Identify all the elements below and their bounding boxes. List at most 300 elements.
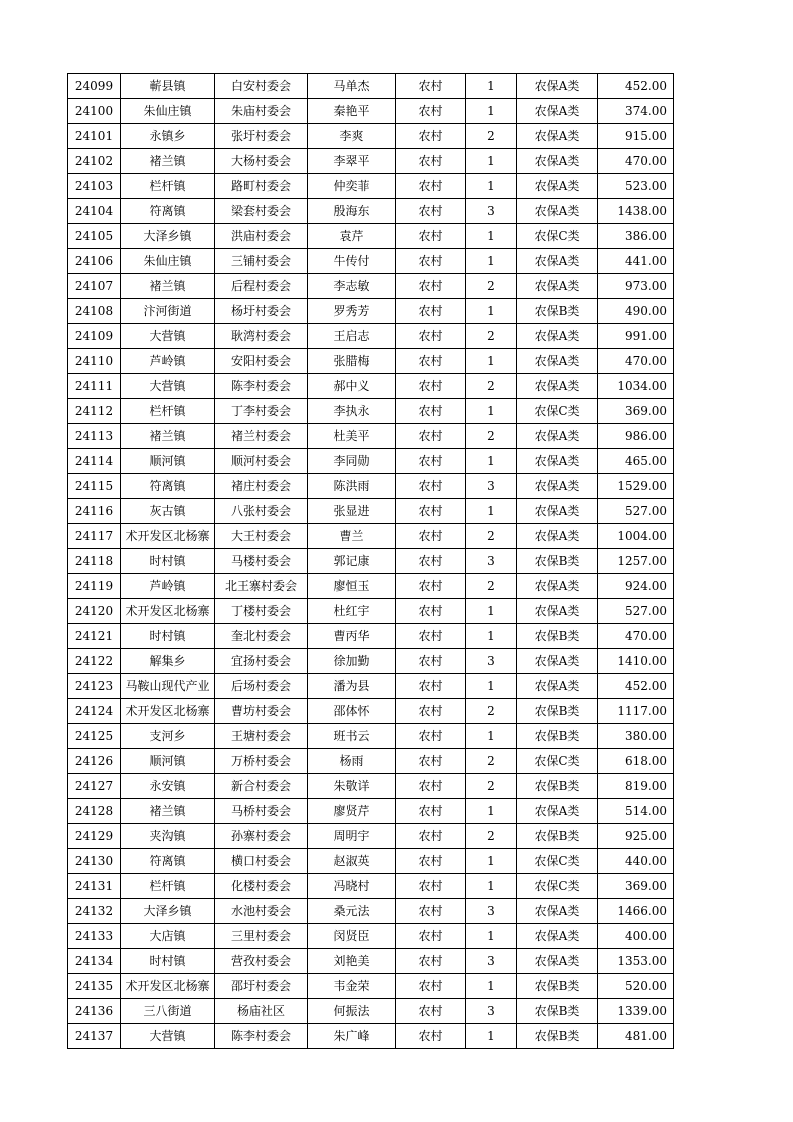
village-committee-cell: 张圩村委会 bbox=[215, 124, 308, 149]
record-id-cell: 24133 bbox=[68, 924, 121, 949]
area-type-cell: 农村 bbox=[396, 674, 466, 699]
insurance-category-cell: 农保A类 bbox=[517, 424, 598, 449]
town-cell: 栏杆镇 bbox=[121, 399, 215, 424]
insurance-category-cell: 农保A类 bbox=[517, 574, 598, 599]
table-row bbox=[68, 649, 674, 674]
records-table bbox=[67, 73, 674, 1049]
insurance-category-cell: 农保A类 bbox=[517, 99, 598, 124]
table-row bbox=[68, 999, 674, 1024]
village-committee-cell: 丁楼村委会 bbox=[215, 599, 308, 624]
town-cell: 术开发区北杨寨 bbox=[121, 974, 215, 999]
amount-cell: 470.00 bbox=[598, 624, 674, 649]
area-type-cell: 农村 bbox=[396, 624, 466, 649]
amount-cell: 1529.00 bbox=[598, 474, 674, 499]
amount-cell: 470.00 bbox=[598, 349, 674, 374]
area-type-cell: 农村 bbox=[396, 899, 466, 924]
village-committee-cell: 路町村委会 bbox=[215, 174, 308, 199]
household-count-cell: 1 bbox=[466, 1024, 517, 1049]
amount-cell: 819.00 bbox=[598, 774, 674, 799]
person-name-cell: 马单杰 bbox=[308, 74, 396, 99]
person-name-cell: 杜红宇 bbox=[308, 599, 396, 624]
town-cell: 大泽乡镇 bbox=[121, 899, 215, 924]
area-type-cell: 农村 bbox=[396, 224, 466, 249]
table-row bbox=[68, 674, 674, 699]
person-name-cell: 赵淑英 bbox=[308, 849, 396, 874]
village-committee-cell: 马桥村委会 bbox=[215, 799, 308, 824]
town-cell: 朱仙庄镇 bbox=[121, 249, 215, 274]
town-cell: 大店镇 bbox=[121, 924, 215, 949]
record-id-cell: 24120 bbox=[68, 599, 121, 624]
record-id-cell: 24122 bbox=[68, 649, 121, 674]
amount-cell: 523.00 bbox=[598, 174, 674, 199]
table-row bbox=[68, 499, 674, 524]
household-count-cell: 2 bbox=[466, 824, 517, 849]
village-committee-cell: 八张村委会 bbox=[215, 499, 308, 524]
household-count-cell: 1 bbox=[466, 174, 517, 199]
town-cell: 马鞍山现代产业 bbox=[121, 674, 215, 699]
insurance-category-cell: 农保A类 bbox=[517, 199, 598, 224]
village-committee-cell: 后场村委会 bbox=[215, 674, 308, 699]
table-row bbox=[68, 249, 674, 274]
household-count-cell: 1 bbox=[466, 924, 517, 949]
area-type-cell: 农村 bbox=[396, 649, 466, 674]
household-count-cell: 1 bbox=[466, 149, 517, 174]
village-committee-cell: 褚兰村委会 bbox=[215, 424, 308, 449]
area-type-cell: 农村 bbox=[396, 499, 466, 524]
insurance-category-cell: 农保B类 bbox=[517, 699, 598, 724]
area-type-cell: 农村 bbox=[396, 249, 466, 274]
town-cell: 褚兰镇 bbox=[121, 149, 215, 174]
insurance-category-cell: 农保B类 bbox=[517, 999, 598, 1024]
record-id-cell: 24135 bbox=[68, 974, 121, 999]
area-type-cell: 农村 bbox=[396, 1024, 466, 1049]
household-count-cell: 3 bbox=[466, 899, 517, 924]
record-id-cell: 24115 bbox=[68, 474, 121, 499]
person-name-cell: 闵贤臣 bbox=[308, 924, 396, 949]
amount-cell: 925.00 bbox=[598, 824, 674, 849]
area-type-cell: 农村 bbox=[396, 799, 466, 824]
insurance-category-cell: 农保A类 bbox=[517, 499, 598, 524]
person-name-cell: 曹丙华 bbox=[308, 624, 396, 649]
village-committee-cell: 营孜村委会 bbox=[215, 949, 308, 974]
insurance-category-cell: 农保B类 bbox=[517, 774, 598, 799]
table-row bbox=[68, 349, 674, 374]
insurance-category-cell: 农保C类 bbox=[517, 749, 598, 774]
household-count-cell: 3 bbox=[466, 949, 517, 974]
insurance-category-cell: 农保A类 bbox=[517, 674, 598, 699]
village-committee-cell: 大杨村委会 bbox=[215, 149, 308, 174]
record-id-cell: 24117 bbox=[68, 524, 121, 549]
table-row bbox=[68, 74, 674, 99]
table-row bbox=[68, 274, 674, 299]
town-cell: 时村镇 bbox=[121, 949, 215, 974]
amount-cell: 514.00 bbox=[598, 799, 674, 824]
record-id-cell: 24112 bbox=[68, 399, 121, 424]
village-committee-cell: 白安村委会 bbox=[215, 74, 308, 99]
insurance-category-cell: 农保A类 bbox=[517, 149, 598, 174]
amount-cell: 369.00 bbox=[598, 399, 674, 424]
area-type-cell: 农村 bbox=[396, 999, 466, 1024]
record-id-cell: 24105 bbox=[68, 224, 121, 249]
person-name-cell: 冯晓村 bbox=[308, 874, 396, 899]
town-cell: 夹沟镇 bbox=[121, 824, 215, 849]
person-name-cell: 袁芹 bbox=[308, 224, 396, 249]
town-cell: 时村镇 bbox=[121, 549, 215, 574]
area-type-cell: 农村 bbox=[396, 524, 466, 549]
household-count-cell: 3 bbox=[466, 649, 517, 674]
record-id-cell: 24130 bbox=[68, 849, 121, 874]
household-count-cell: 2 bbox=[466, 324, 517, 349]
area-type-cell: 农村 bbox=[396, 424, 466, 449]
table-row bbox=[68, 949, 674, 974]
household-count-cell: 1 bbox=[466, 724, 517, 749]
person-name-cell: 潘为县 bbox=[308, 674, 396, 699]
person-name-cell: 班书云 bbox=[308, 724, 396, 749]
insurance-category-cell: 农保A类 bbox=[517, 599, 598, 624]
person-name-cell: 杨雨 bbox=[308, 749, 396, 774]
village-committee-cell: 丁李村委会 bbox=[215, 399, 308, 424]
insurance-category-cell: 农保A类 bbox=[517, 924, 598, 949]
record-id-cell: 24101 bbox=[68, 124, 121, 149]
table-row bbox=[68, 749, 674, 774]
household-count-cell: 1 bbox=[466, 674, 517, 699]
table-row bbox=[68, 299, 674, 324]
person-name-cell: 邵体怀 bbox=[308, 699, 396, 724]
record-id-cell: 24100 bbox=[68, 99, 121, 124]
record-id-cell: 24116 bbox=[68, 499, 121, 524]
town-cell: 永安镇 bbox=[121, 774, 215, 799]
town-cell: 时村镇 bbox=[121, 624, 215, 649]
table-row bbox=[68, 874, 674, 899]
village-committee-cell: 耿湾村委会 bbox=[215, 324, 308, 349]
town-cell: 解集乡 bbox=[121, 649, 215, 674]
record-id-cell: 24099 bbox=[68, 74, 121, 99]
town-cell: 芦岭镇 bbox=[121, 349, 215, 374]
area-type-cell: 农村 bbox=[396, 374, 466, 399]
amount-cell: 380.00 bbox=[598, 724, 674, 749]
village-committee-cell: 宜扬村委会 bbox=[215, 649, 308, 674]
village-committee-cell: 朱庙村委会 bbox=[215, 99, 308, 124]
record-id-cell: 24109 bbox=[68, 324, 121, 349]
village-committee-cell: 万桥村委会 bbox=[215, 749, 308, 774]
village-committee-cell: 王塘村委会 bbox=[215, 724, 308, 749]
town-cell: 大泽乡镇 bbox=[121, 224, 215, 249]
area-type-cell: 农村 bbox=[396, 549, 466, 574]
area-type-cell: 农村 bbox=[396, 974, 466, 999]
insurance-category-cell: 农保A类 bbox=[517, 124, 598, 149]
amount-cell: 527.00 bbox=[598, 499, 674, 524]
village-committee-cell: 邵圩村委会 bbox=[215, 974, 308, 999]
village-committee-cell: 洪庙村委会 bbox=[215, 224, 308, 249]
amount-cell: 374.00 bbox=[598, 99, 674, 124]
record-id-cell: 24114 bbox=[68, 449, 121, 474]
record-id-cell: 24127 bbox=[68, 774, 121, 799]
household-count-cell: 2 bbox=[466, 374, 517, 399]
household-count-cell: 1 bbox=[466, 349, 517, 374]
person-name-cell: 廖贤芹 bbox=[308, 799, 396, 824]
person-name-cell: 李执永 bbox=[308, 399, 396, 424]
town-cell: 褚兰镇 bbox=[121, 799, 215, 824]
area-type-cell: 农村 bbox=[396, 274, 466, 299]
insurance-category-cell: 农保A类 bbox=[517, 374, 598, 399]
insurance-category-cell: 农保C类 bbox=[517, 399, 598, 424]
table-row bbox=[68, 774, 674, 799]
table-row bbox=[68, 624, 674, 649]
town-cell: 栏杆镇 bbox=[121, 874, 215, 899]
household-count-cell: 2 bbox=[466, 124, 517, 149]
area-type-cell: 农村 bbox=[396, 174, 466, 199]
insurance-category-cell: 农保A类 bbox=[517, 74, 598, 99]
household-count-cell: 1 bbox=[466, 849, 517, 874]
amount-cell: 1117.00 bbox=[598, 699, 674, 724]
household-count-cell: 1 bbox=[466, 974, 517, 999]
record-id-cell: 24125 bbox=[68, 724, 121, 749]
table-row bbox=[68, 574, 674, 599]
household-count-cell: 2 bbox=[466, 524, 517, 549]
insurance-category-cell: 农保A类 bbox=[517, 174, 598, 199]
area-type-cell: 农村 bbox=[396, 474, 466, 499]
household-count-cell: 2 bbox=[466, 274, 517, 299]
area-type-cell: 农村 bbox=[396, 574, 466, 599]
person-name-cell: 秦艳平 bbox=[308, 99, 396, 124]
record-id-cell: 24108 bbox=[68, 299, 121, 324]
table-row bbox=[68, 199, 674, 224]
insurance-category-cell: 农保B类 bbox=[517, 1024, 598, 1049]
amount-cell: 452.00 bbox=[598, 674, 674, 699]
table-row bbox=[68, 924, 674, 949]
person-name-cell: 桑元法 bbox=[308, 899, 396, 924]
household-count-cell: 2 bbox=[466, 574, 517, 599]
household-count-cell: 1 bbox=[466, 874, 517, 899]
table-row bbox=[68, 799, 674, 824]
town-cell: 符离镇 bbox=[121, 199, 215, 224]
amount-cell: 490.00 bbox=[598, 299, 674, 324]
household-count-cell: 2 bbox=[466, 749, 517, 774]
household-count-cell: 1 bbox=[466, 599, 517, 624]
household-count-cell: 1 bbox=[466, 799, 517, 824]
area-type-cell: 农村 bbox=[396, 949, 466, 974]
area-type-cell: 农村 bbox=[396, 199, 466, 224]
record-id-cell: 24129 bbox=[68, 824, 121, 849]
insurance-category-cell: 农保A类 bbox=[517, 949, 598, 974]
area-type-cell: 农村 bbox=[396, 324, 466, 349]
person-name-cell: 郝中义 bbox=[308, 374, 396, 399]
amount-cell: 924.00 bbox=[598, 574, 674, 599]
person-name-cell: 刘艳美 bbox=[308, 949, 396, 974]
insurance-category-cell: 农保B类 bbox=[517, 549, 598, 574]
record-id-cell: 24136 bbox=[68, 999, 121, 1024]
person-name-cell: 李同勋 bbox=[308, 449, 396, 474]
town-cell: 符离镇 bbox=[121, 474, 215, 499]
record-id-cell: 24104 bbox=[68, 199, 121, 224]
household-count-cell: 3 bbox=[466, 474, 517, 499]
household-count-cell: 3 bbox=[466, 549, 517, 574]
insurance-category-cell: 农保A类 bbox=[517, 249, 598, 274]
table-body bbox=[68, 74, 674, 1049]
town-cell: 术开发区北杨寨 bbox=[121, 699, 215, 724]
record-id-cell: 24131 bbox=[68, 874, 121, 899]
household-count-cell: 1 bbox=[466, 299, 517, 324]
town-cell: 大营镇 bbox=[121, 374, 215, 399]
amount-cell: 465.00 bbox=[598, 449, 674, 474]
table-row bbox=[68, 1024, 674, 1049]
amount-cell: 440.00 bbox=[598, 849, 674, 874]
person-name-cell: 李志敏 bbox=[308, 274, 396, 299]
town-cell: 大营镇 bbox=[121, 324, 215, 349]
town-cell: 大营镇 bbox=[121, 1024, 215, 1049]
record-id-cell: 24126 bbox=[68, 749, 121, 774]
person-name-cell: 廖恒玉 bbox=[308, 574, 396, 599]
household-count-cell: 1 bbox=[466, 74, 517, 99]
area-type-cell: 农村 bbox=[396, 124, 466, 149]
record-id-cell: 24128 bbox=[68, 799, 121, 824]
table-row bbox=[68, 224, 674, 249]
household-count-cell: 2 bbox=[466, 774, 517, 799]
person-name-cell: 韦金荣 bbox=[308, 974, 396, 999]
village-committee-cell: 顺河村委会 bbox=[215, 449, 308, 474]
record-id-cell: 24103 bbox=[68, 174, 121, 199]
village-committee-cell: 褚庄村委会 bbox=[215, 474, 308, 499]
table-row bbox=[68, 324, 674, 349]
town-cell: 术开发区北杨寨 bbox=[121, 599, 215, 624]
insurance-category-cell: 农保B类 bbox=[517, 824, 598, 849]
amount-cell: 1353.00 bbox=[598, 949, 674, 974]
table-row bbox=[68, 424, 674, 449]
person-name-cell: 李爽 bbox=[308, 124, 396, 149]
table-row bbox=[68, 399, 674, 424]
record-id-cell: 24119 bbox=[68, 574, 121, 599]
table-row bbox=[68, 974, 674, 999]
insurance-category-cell: 农保B类 bbox=[517, 299, 598, 324]
amount-cell: 1004.00 bbox=[598, 524, 674, 549]
record-id-cell: 24118 bbox=[68, 549, 121, 574]
insurance-category-cell: 农保B类 bbox=[517, 724, 598, 749]
insurance-category-cell: 农保A类 bbox=[517, 349, 598, 374]
table-row bbox=[68, 99, 674, 124]
town-cell: 永镇乡 bbox=[121, 124, 215, 149]
area-type-cell: 农村 bbox=[396, 824, 466, 849]
area-type-cell: 农村 bbox=[396, 99, 466, 124]
area-type-cell: 农村 bbox=[396, 399, 466, 424]
amount-cell: 1410.00 bbox=[598, 649, 674, 674]
person-name-cell: 王启志 bbox=[308, 324, 396, 349]
insurance-category-cell: 农保B类 bbox=[517, 974, 598, 999]
amount-cell: 1339.00 bbox=[598, 999, 674, 1024]
area-type-cell: 农村 bbox=[396, 149, 466, 174]
town-cell: 褚兰镇 bbox=[121, 424, 215, 449]
person-name-cell: 陈洪雨 bbox=[308, 474, 396, 499]
area-type-cell: 农村 bbox=[396, 349, 466, 374]
insurance-category-cell: 农保A类 bbox=[517, 474, 598, 499]
village-committee-cell: 曹坊村委会 bbox=[215, 699, 308, 724]
insurance-category-cell: 农保A类 bbox=[517, 324, 598, 349]
person-name-cell: 杜美平 bbox=[308, 424, 396, 449]
household-count-cell: 1 bbox=[466, 224, 517, 249]
town-cell: 朱仙庄镇 bbox=[121, 99, 215, 124]
record-id-cell: 24102 bbox=[68, 149, 121, 174]
insurance-category-cell: 农保C类 bbox=[517, 849, 598, 874]
village-committee-cell: 安阳村委会 bbox=[215, 349, 308, 374]
town-cell: 褚兰镇 bbox=[121, 274, 215, 299]
amount-cell: 991.00 bbox=[598, 324, 674, 349]
table-row bbox=[68, 374, 674, 399]
person-name-cell: 张腊梅 bbox=[308, 349, 396, 374]
town-cell: 蕲县镇 bbox=[121, 74, 215, 99]
village-committee-cell: 陈李村委会 bbox=[215, 374, 308, 399]
household-count-cell: 1 bbox=[466, 499, 517, 524]
table-row bbox=[68, 449, 674, 474]
amount-cell: 481.00 bbox=[598, 1024, 674, 1049]
village-committee-cell: 水池村委会 bbox=[215, 899, 308, 924]
household-count-cell: 1 bbox=[466, 399, 517, 424]
village-committee-cell: 新合村委会 bbox=[215, 774, 308, 799]
town-cell: 符离镇 bbox=[121, 849, 215, 874]
village-committee-cell: 奎北村委会 bbox=[215, 624, 308, 649]
insurance-category-cell: 农保A类 bbox=[517, 524, 598, 549]
record-id-cell: 24106 bbox=[68, 249, 121, 274]
amount-cell: 1257.00 bbox=[598, 549, 674, 574]
area-type-cell: 农村 bbox=[396, 924, 466, 949]
area-type-cell: 农村 bbox=[396, 74, 466, 99]
person-name-cell: 何振法 bbox=[308, 999, 396, 1024]
town-cell: 顺河镇 bbox=[121, 749, 215, 774]
insurance-category-cell: 农保A类 bbox=[517, 274, 598, 299]
record-id-cell: 24121 bbox=[68, 624, 121, 649]
village-committee-cell: 杨圩村委会 bbox=[215, 299, 308, 324]
village-committee-cell: 杨庙社区 bbox=[215, 999, 308, 1024]
area-type-cell: 农村 bbox=[396, 849, 466, 874]
record-id-cell: 24137 bbox=[68, 1024, 121, 1049]
town-cell: 支河乡 bbox=[121, 724, 215, 749]
record-id-cell: 24123 bbox=[68, 674, 121, 699]
town-cell: 灰古镇 bbox=[121, 499, 215, 524]
person-name-cell: 殷海东 bbox=[308, 199, 396, 224]
record-id-cell: 24107 bbox=[68, 274, 121, 299]
table-row bbox=[68, 174, 674, 199]
amount-cell: 520.00 bbox=[598, 974, 674, 999]
area-type-cell: 农村 bbox=[396, 449, 466, 474]
household-count-cell: 1 bbox=[466, 249, 517, 274]
area-type-cell: 农村 bbox=[396, 774, 466, 799]
insurance-category-cell: 农保C类 bbox=[517, 874, 598, 899]
village-committee-cell: 北王寨村委会 bbox=[215, 574, 308, 599]
village-committee-cell: 三里村委会 bbox=[215, 924, 308, 949]
record-id-cell: 24110 bbox=[68, 349, 121, 374]
town-cell: 芦岭镇 bbox=[121, 574, 215, 599]
record-id-cell: 24134 bbox=[68, 949, 121, 974]
person-name-cell: 罗秀芳 bbox=[308, 299, 396, 324]
table-row bbox=[68, 699, 674, 724]
insurance-category-cell: 农保C类 bbox=[517, 224, 598, 249]
insurance-category-cell: 农保A类 bbox=[517, 899, 598, 924]
amount-cell: 1438.00 bbox=[598, 199, 674, 224]
village-committee-cell: 横口村委会 bbox=[215, 849, 308, 874]
village-committee-cell: 梁套村委会 bbox=[215, 199, 308, 224]
record-id-cell: 24113 bbox=[68, 424, 121, 449]
person-name-cell: 张显进 bbox=[308, 499, 396, 524]
record-id-cell: 24124 bbox=[68, 699, 121, 724]
table-row bbox=[68, 599, 674, 624]
table-row bbox=[68, 524, 674, 549]
area-type-cell: 农村 bbox=[396, 599, 466, 624]
amount-cell: 452.00 bbox=[598, 74, 674, 99]
person-name-cell: 朱敬详 bbox=[308, 774, 396, 799]
amount-cell: 1466.00 bbox=[598, 899, 674, 924]
household-count-cell: 3 bbox=[466, 199, 517, 224]
table-row bbox=[68, 474, 674, 499]
insurance-category-cell: 农保A类 bbox=[517, 649, 598, 674]
village-committee-cell: 孙寨村委会 bbox=[215, 824, 308, 849]
